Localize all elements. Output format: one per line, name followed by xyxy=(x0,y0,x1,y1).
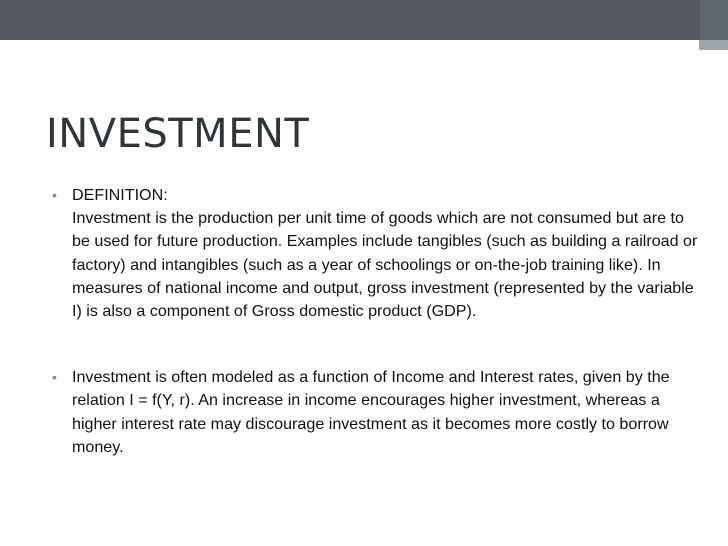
definition-text: Investment is the production per unit time of goods which are not consumed but are to be used for future production. Examples include tangibles (such as building a railroad or factory) and intangibles (such as a year of schoolings or on-the-job training like). In measures of national income and output, gross investment (represented by the variable I) is also a component of Gross domestic product (GDP). xyxy=(72,209,698,321)
bullet-dot-icon: • xyxy=(52,187,57,203)
investment-model-text: Investment is often modeled as a function of Income and Interest rates, given by the relation I = f(Y, r). An increase in income encourages higher investment, whereas a higher interest rate may discourage investment as it becomes more costly to borrow money. xyxy=(72,368,670,456)
header-band xyxy=(0,0,728,40)
bullet-list xyxy=(48,184,700,459)
accent-block xyxy=(699,40,728,50)
bullet-dot-icon: • xyxy=(52,369,57,386)
definition-heading: DEFINITION: xyxy=(72,186,168,204)
header-band-end xyxy=(700,0,728,40)
bullet-item-definition xyxy=(48,184,700,323)
slide-title: INVESTMENT xyxy=(46,111,310,157)
bullet-item-investment-model xyxy=(48,366,700,459)
